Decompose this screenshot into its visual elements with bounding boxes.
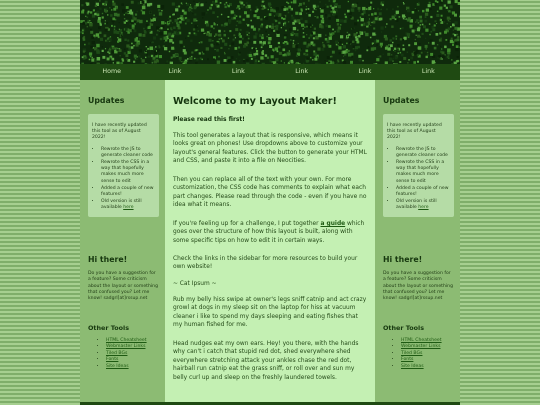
left-updates-intro: I have recently updated this tool as of August 2022! bbox=[92, 123, 147, 141]
old-version-text: Old version is still available bbox=[101, 199, 142, 211]
list-item bbox=[101, 199, 155, 211]
left-tools-list bbox=[88, 338, 147, 370]
page-container bbox=[80, 0, 460, 405]
right-hi-text: Do you have a suggestion for a feature? Some criticism about the layout or something that confused you? Let me know! sadgrl[at]rssup.net bbox=[383, 271, 453, 302]
list-item: • Added a couple of new features! bbox=[101, 186, 155, 198]
guide-text-before: If you're feeling up for a challenge, I put together bbox=[173, 221, 321, 227]
list-item: • Added a couple of new features! bbox=[396, 186, 450, 198]
old-version-text: Old version is still available bbox=[396, 199, 437, 211]
list-item bbox=[401, 364, 442, 370]
header-banner bbox=[80, 0, 460, 64]
tool-link-webmaster-links[interactable]: Webmaster Links bbox=[106, 344, 146, 350]
tool-link-site-ideas[interactable]: Site Ideas bbox=[401, 363, 424, 369]
right-updates-intro: I have recently updated this tool as of August 2022! bbox=[387, 123, 442, 141]
nav-link-4[interactable]: Link bbox=[358, 68, 372, 75]
nav-link-5[interactable]: Link bbox=[421, 68, 435, 75]
right-tools-list bbox=[383, 338, 442, 370]
list-item: • Rewrote the JS to generate cleaner code bbox=[101, 147, 155, 159]
list-item bbox=[396, 199, 450, 211]
guide-link[interactable]: a guide bbox=[320, 221, 346, 227]
right-sidebar bbox=[375, 80, 460, 405]
right-hi-heading: Hi there! bbox=[383, 255, 423, 264]
tool-link-webmaster-links[interactable]: Webmaster Links bbox=[401, 344, 441, 350]
nav-link-3[interactable]: Link bbox=[295, 68, 309, 75]
foliage-banner-image bbox=[80, 0, 460, 64]
left-hi-text: Do you have a suggestion for a feature? Some criticism about the layout or something that confused you? Let me know! sadgrl[at]rssup.net bbox=[88, 271, 158, 302]
left-tools-heading: Other Tools bbox=[88, 324, 130, 332]
old-version-link[interactable]: here bbox=[123, 205, 134, 211]
cat-ipsum-paragraph-2: Head nudges eat my own ears. Hey! you there, with the hands why can't i catch that stupid red dot, shed everywhere shed everywhere stretching attack your ankles chase the red dot, hairball run catnip eat the grass sniff, or roll over and sun my belly curl up and sleep on the freshly laundered towels. bbox=[173, 341, 359, 381]
tool-link-html-cheatsheet[interactable]: HTML Cheatsheet bbox=[106, 338, 147, 343]
left-updates-list bbox=[92, 147, 155, 212]
cat-ipsum-heading: ~ Cat Ipsum ~ bbox=[173, 281, 217, 287]
list-item bbox=[106, 364, 147, 370]
left-updates-box bbox=[88, 114, 159, 217]
page-title: Welcome to my Layout Maker! bbox=[173, 96, 337, 107]
tool-link-tiled-bgs[interactable]: Tiled BGs bbox=[401, 350, 423, 356]
tool-link-tiled-bgs[interactable]: Tiled BGs bbox=[106, 350, 128, 356]
left-sidebar bbox=[80, 80, 165, 405]
customization-paragraph: Then you can replace all of the text with your own. For more customization, the CSS code has comments to explain what each part changes. Please read through the code - even if you have no idea what it means. bbox=[173, 177, 367, 209]
guide-paragraph bbox=[173, 220, 367, 245]
left-hi-heading: Hi there! bbox=[88, 255, 128, 264]
list-item: • Rewrote the CSS in a way that hopefully makes much more sense to edit bbox=[101, 160, 155, 185]
guide-text-after: which goes over the structure of how this layout is built, along with some specific tips on how to edit it in certain ways. bbox=[173, 221, 365, 244]
right-updates-box bbox=[383, 114, 454, 217]
nav-link-2[interactable]: Link bbox=[231, 68, 245, 75]
right-updates-list bbox=[387, 147, 450, 212]
list-item: • Rewrote the CSS in a way that hopefully makes much more sense to edit bbox=[396, 160, 450, 185]
right-tools-heading: Other Tools bbox=[383, 324, 425, 332]
sidebar-hint-paragraph: Check the links in the sidebar for more resources to build your own website! bbox=[173, 256, 358, 271]
nav-link-1[interactable]: Link bbox=[168, 68, 182, 75]
read-first-note: Please read this first! bbox=[173, 117, 245, 123]
tool-link-html-cheatsheet[interactable]: HTML Cheatsheet bbox=[401, 338, 442, 343]
cat-ipsum-paragraph-1: Rub my belly hiss swipe at owner's legs sniff catnip and act crazy growl at dogs in my sleep sit on the laptop for hiss at vacuum cleaner i like to spend my days sleeping and eating fishes that my human fished for me. bbox=[173, 297, 367, 329]
right-updates-heading: Updates bbox=[383, 96, 420, 105]
intro-paragraph: This tool generates a layout that is responsive, which means it looks great on phones! Use dropdowns above to customize your layout's general features. Click the button to generate your HTML and CSS, and paste it into a file on Neocities. bbox=[173, 133, 367, 165]
list-item: • Rewrote the JS to generate cleaner code bbox=[396, 147, 450, 159]
left-updates-heading: Updates bbox=[88, 96, 125, 105]
old-version-link[interactable]: here bbox=[418, 205, 429, 211]
nav-bar bbox=[80, 64, 460, 80]
tool-link-fonts[interactable]: Fonts bbox=[106, 357, 119, 363]
nav-link-home[interactable]: Home bbox=[102, 68, 121, 75]
tool-link-site-ideas[interactable]: Site Ideas bbox=[106, 363, 129, 369]
tool-link-fonts[interactable]: Fonts bbox=[401, 357, 414, 363]
main-content bbox=[165, 80, 375, 405]
